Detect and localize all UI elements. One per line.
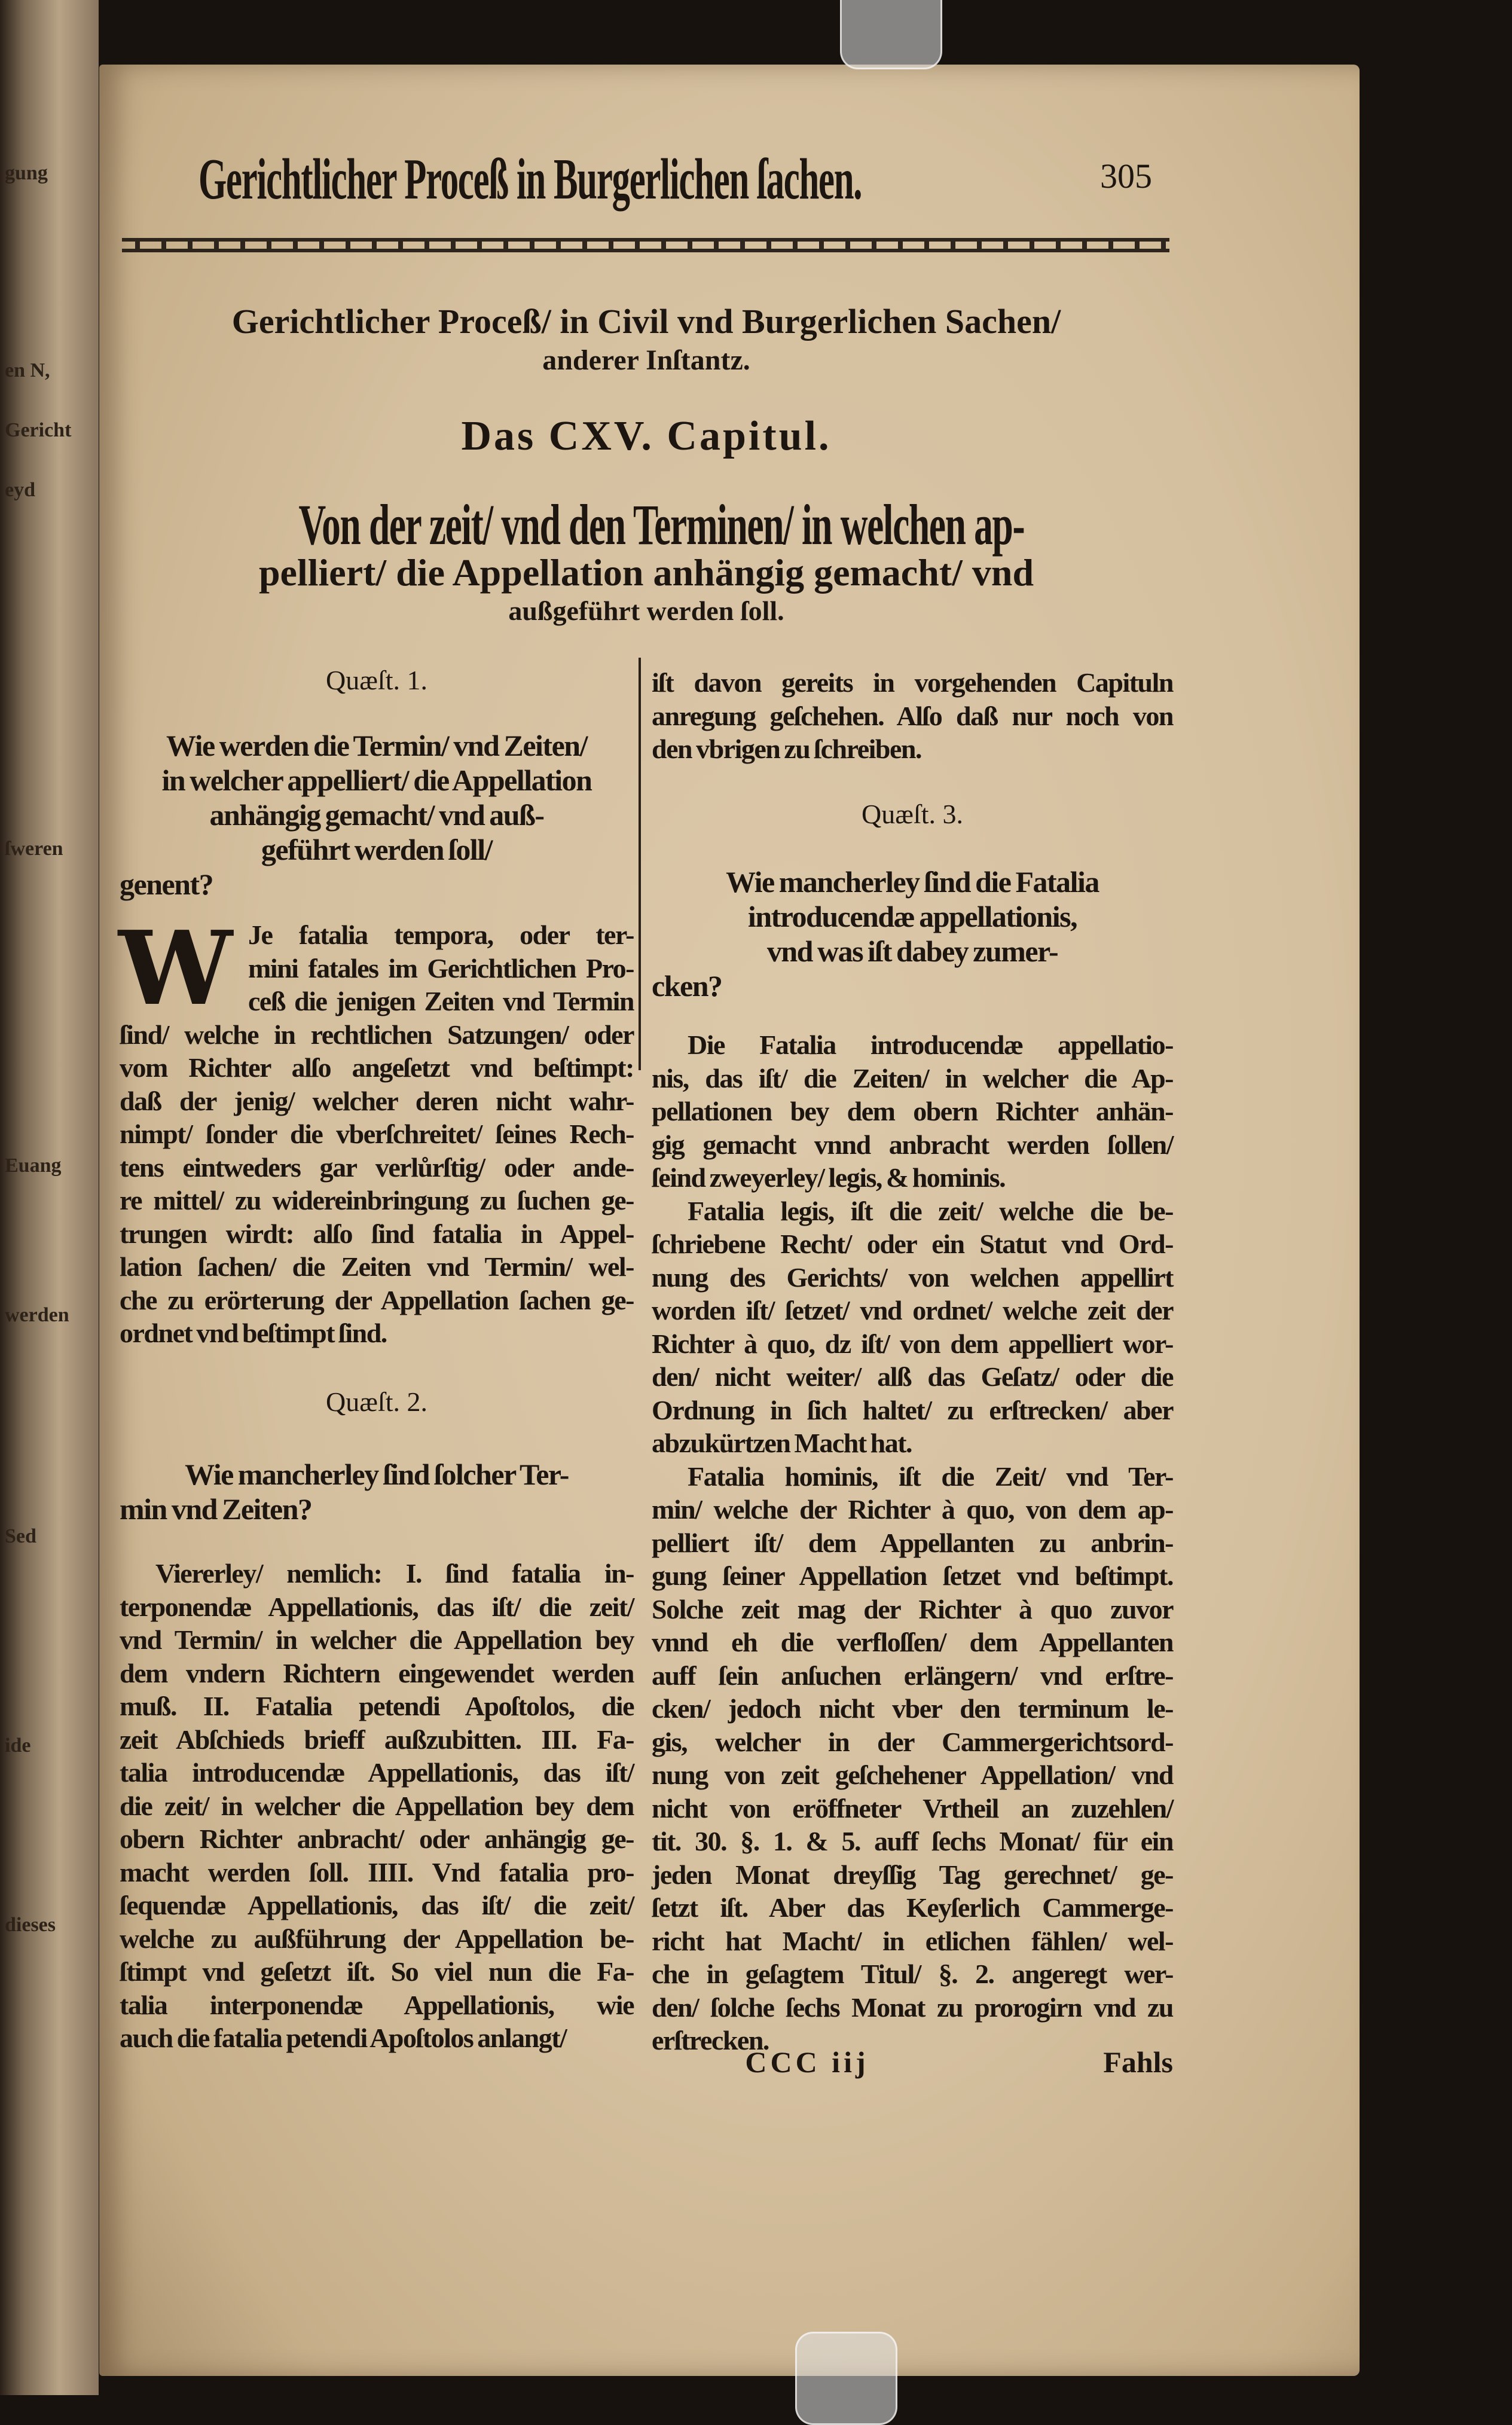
text-line: obern Richter anbracht/ oder anhängig ge-: [120, 1824, 634, 1854]
page-clip-top: [840, 0, 942, 69]
question-3-label: Quæſt. 3.: [862, 799, 963, 829]
text-line: ſeind zweyerley/ legis, & hominis.: [652, 1162, 1006, 1193]
text-line: Fatalia legis, iſt die zeit/ welche die be-: [688, 1195, 1173, 1226]
page-clip-bottom: [795, 2332, 897, 2425]
text-line: anregung geſchehen. Alſo daß nur noch von: [652, 700, 1173, 731]
text-line: nimpt/ ſonder die vberſchreitet/ ſeines Rech-: [120, 1119, 634, 1149]
text-line: vnd was iſt dabey zumer-: [766, 934, 1058, 968]
text-line: muß. II. Fatalia petendi Apoſtolos, die: [120, 1691, 634, 1721]
text-line: terponendæ Appellationis, das iſt/ die zeit/: [120, 1591, 634, 1622]
text-line: den/ ſolche ſechs Monat zu prorogirn vnd zu: [652, 1992, 1173, 2023]
text-line: talia interponendæ Appellationis, wie: [120, 1989, 634, 2020]
text-line: tit. 30. §. 1. & 5. auff ſechs Monat/ für ein: [652, 1826, 1173, 1856]
text-line: erſtrecken.: [652, 2025, 769, 2056]
text-line: den vbrigen zu ſchreiben.: [652, 734, 922, 764]
text-line: gung ſeiner Appellation ſetzet vnd beſtimpt.: [652, 1560, 1173, 1591]
text-line: iſt davon gereits in vorgehenden Capituln: [652, 667, 1173, 698]
margin-fragment: Euang: [5, 1155, 62, 1177]
question-3-heading: [652, 865, 1173, 1003]
chapter-subheading: anderer Inſtantz.: [542, 344, 750, 376]
drop-cap: W: [118, 909, 233, 1028]
text-line: auff ſein anſuchen erlängern/ vnd erſtre-: [652, 1660, 1173, 1691]
margin-fragment: Gericht: [5, 419, 72, 441]
question-1-heading: [120, 728, 634, 902]
paragraph-fatalia-hominis: [652, 1460, 1173, 2057]
text-line: Die Fatalia introducendæ appellatio-: [688, 1030, 1173, 1060]
text-line: ſtimpt vnd geſetzt iſt. So viel nun die Fa-: [120, 1956, 634, 1987]
text-line: den/ nicht weiter/ alß das Geſatz/ oder die: [652, 1361, 1173, 1392]
text-line: ſequendæ Appellationis, das iſt/ die zeit/: [120, 1890, 634, 1920]
text-line: die zeit/ in welcher die Appellation bey dem: [120, 1790, 634, 1821]
text-line: ſetzt iſt. Aber das Keyſerlich Cammerge-: [652, 1892, 1173, 1923]
question-2-heading: [120, 1457, 634, 1526]
text-line: richt hat Macht/ in etlichen fählen/ wel-: [652, 1925, 1173, 1956]
text-line: vom Richter alſo angeſetzt vnd beſtimpt:: [120, 1052, 634, 1083]
text-line: dem vndern Richtern eingewendet werden: [120, 1657, 634, 1688]
text-line: Wie werden die Termin/ vnd Zeiten/: [166, 729, 587, 762]
margin-fragment: ide: [5, 1734, 31, 1757]
text-line: anhängig gemacht/ vnd auß-: [209, 798, 544, 832]
text-line: nung des Gerichts/ von welchen appellirt: [652, 1262, 1173, 1293]
question-1-body: [118, 909, 634, 1350]
text-line: daß der jenig/ welcher deren nicht wahr-: [120, 1085, 634, 1116]
text-line: Wie mancherley ſind die Fatalia: [726, 865, 1099, 899]
text-line: Ordnung in ſich haltet/ zu erſtrecken/ aber: [652, 1394, 1173, 1425]
text-line: introducendæ appellationis,: [747, 900, 1077, 933]
text-line: ſind/ welche in rechtlichen Satzungen/ oder: [120, 1019, 634, 1050]
text-line: Solche zeit mag der Richter à quo zuvor: [652, 1593, 1173, 1624]
text-line: cken?: [652, 969, 722, 1003]
text-line: in welcher appelliert/ die Appellation: [161, 763, 592, 797]
chapter-title-line: pelliert/ die Appellation anhängig gemacht/ vnd: [258, 551, 1034, 594]
text-line: re mittel/ zu widereinbringung zu ſuchen ge-: [120, 1185, 634, 1215]
text-line: Je fatalia tempora, oder ter-: [248, 920, 634, 950]
text-line: pellationen bey dem obern Richter anhän-: [652, 1096, 1173, 1126]
chapter-title-line: außgeführt werden ſoll.: [508, 595, 784, 626]
chapter-title-line: Von der zeit/ vnd den Terminen/ in welchen ap-: [298, 493, 1025, 557]
text-line: lation ſachen/ die Zeiten vnd Termin/ wel-: [120, 1251, 634, 1282]
text-line: genent?: [120, 868, 213, 901]
text-line: welche zu außführung der Appellation be-: [120, 1923, 634, 1954]
text-line: min/ welche der Richter à quo, von dem ap-: [652, 1494, 1173, 1525]
text-line: che zu erörterung der Appellation ſachen ge-: [120, 1284, 634, 1315]
text-line: gis, welcher in der Cammergerichtsord-: [652, 1726, 1173, 1757]
text-line: ordnet vnd beſtimpt ſind.: [120, 1318, 387, 1348]
text-line: abzukürtzen Macht hat.: [652, 1428, 912, 1458]
text-line: tens eintweders gar verlůrſtig/ oder ande-: [120, 1152, 634, 1183]
text-line: jeden Monat dreyſſig Tag gerechnet/ ge-: [652, 1859, 1173, 1890]
signature-mark: CCC iij: [745, 2045, 869, 2079]
chapter-number: Das CXV. Capitul.: [461, 413, 832, 459]
margin-fragment: gung: [5, 162, 48, 184]
text-line: nicht von eröffneter Vrtheil an zuzehlen/: [652, 1792, 1173, 1824]
text-line: talia introducendæ Appellationis, das iſt/: [120, 1757, 634, 1788]
text-line: mini fatales im Gerichtlichen Pro-: [248, 952, 634, 984]
text-line: Richter à quo, dz iſt/ von dem appelliert wor-: [652, 1328, 1173, 1359]
question-2-body: [120, 1557, 634, 2055]
text-line: nis, das iſt/ die Zeiten/ in welcher die Ap-: [652, 1062, 1173, 1094]
paragraph-fatalia-intro: [652, 1028, 1173, 1195]
text-line: min vnd Zeiten?: [120, 1492, 312, 1526]
text-line: ceß die jenigen Zeiten vnd Termin: [248, 986, 634, 1016]
margin-fragment: ſweren: [5, 838, 63, 860]
paragraph-fatalia-legis: [652, 1195, 1173, 1460]
text-line: trungen wirdt: alſo ſind fatalia in Appel-: [120, 1218, 634, 1249]
margin-fragment: Sed: [5, 1525, 36, 1547]
running-title: Gerichtlicher Proceß in Burgerlichen ſachen.: [198, 147, 862, 212]
question-1-label: Quæſt. 1.: [326, 665, 427, 695]
margin-fragment: en N,: [5, 359, 50, 381]
continued-text: [652, 666, 1173, 766]
column-divider: [639, 658, 641, 1070]
text-line: auch die fatalia petendi Apoſtolos anlangt/: [120, 2023, 567, 2053]
text-line: vnnd eh die verfloſſen/ dem Appellanten: [652, 1627, 1173, 1657]
catchword: Fahls: [1103, 2045, 1173, 2079]
text-line: pelliert iſt/ dem Appellanten zu anbrin-: [652, 1527, 1173, 1558]
text-line: macht werden ſoll. IIII. Vnd fatalia pro-: [120, 1856, 634, 1888]
text-line: zeit Abſchieds brieff außzubitten. III. Fa-: [120, 1724, 634, 1755]
adjacent-page-edge: [0, 0, 99, 2395]
text-line: vnd Termin/ in welcher die Appellation bey: [120, 1624, 634, 1655]
text-line: Wie mancherley ſind ſolcher Ter-: [185, 1458, 569, 1491]
text-line: che in geſagtem Titul/ §. 2. angeregt wer-: [652, 1959, 1173, 1989]
margin-fragment: dieses: [5, 1914, 56, 1936]
margin-fragment: eyd: [5, 479, 35, 501]
text-line: Fatalia hominis, iſt die Zeit/ vnd Ter-: [688, 1461, 1173, 1492]
text-line: ſchriebene Recht/ oder ein Statut vnd Ord-: [652, 1229, 1173, 1259]
text-line: Viererley/ nemlich: I. ſind fatalia in-: [155, 1558, 634, 1589]
text-line: cken/ jedoch nicht vber den terminum le-: [652, 1693, 1173, 1724]
text-line: gig gemacht vnnd anbracht werden ſollen/: [652, 1129, 1173, 1160]
question-2-label: Quæſt. 2.: [326, 1386, 427, 1417]
text-line: worden iſt/ ſetzet/ vnd ordnet/ welche zeit der: [652, 1295, 1173, 1325]
ornamental-rule: [122, 238, 1169, 252]
chapter-heading: Gerichtlicher Proceß/ in Civil vnd Burgerlichen Sachen/: [231, 302, 1061, 341]
text-line: geführt werden ſoll/: [261, 833, 493, 866]
margin-fragment: werden: [5, 1304, 69, 1326]
page-number: 305: [1100, 157, 1152, 196]
text-line: nung von zeit geſchehener Appellation/ vnd: [652, 1760, 1173, 1790]
